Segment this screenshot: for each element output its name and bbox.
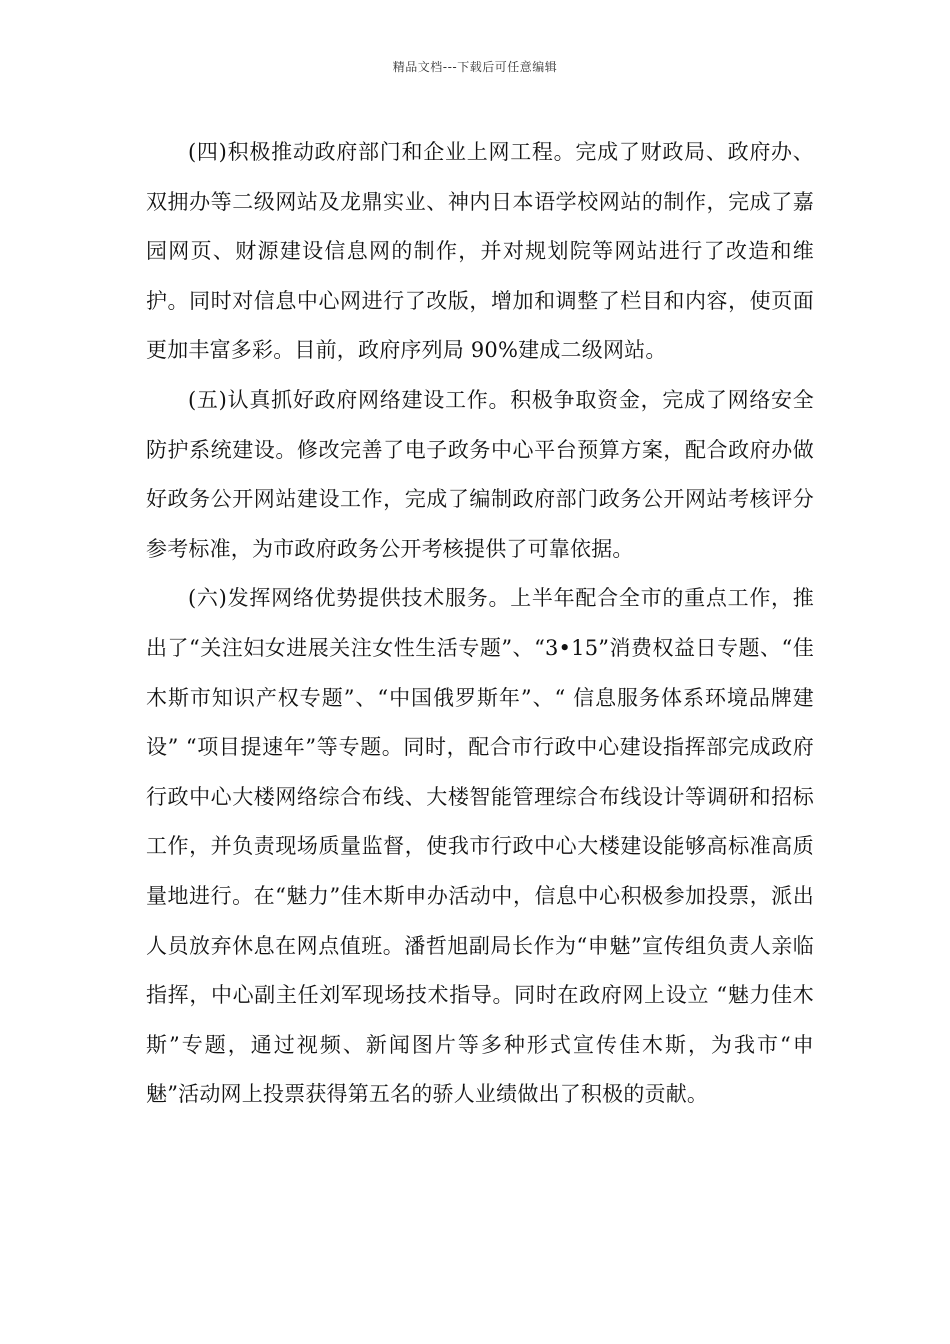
paragraph-section-5: (五)认真抓好政府网络建设工作。积极争取资金，完成了网络安全防护系统建设。修改完善了电子政务中心平台预算方案，配合政府办做好政务公开网站建设工作，完成了编制政府部门政务公开网站考核评分参考标准，为市政府政务公开考核提供了可靠依据。 bbox=[146, 387, 814, 561]
paragraph-section-6: (六)发挥网络优势提供技术服务。上半年配合全市的重点工作，推出了“关注妇女进展关注女性生活专题”、“3•15”消费权益日专题、“佳木斯市知识产权专题”、“中国俄罗斯年”、“ 信息服务体系环境品牌建设” “项目提速年”等专题。同时，配合市行政中心建设指挥部完成政府行政中心大楼网络综合布线、大楼智能管理综合布线设计等调研和招标工作，并负责现场质量监督，使我市行政中心大楼建设能够高标准高质量地进行。在“魅力”佳木斯申办活动中，信息中心积极参加投票，派出人员放弃休息在网点值班。潘哲旭副局长作为“申魅”宣传组负责人亲临指挥，中心副主任刘军现场技术指导。同时在政府网上设立 “魅力佳木斯”专题，通过视频、新闻图片等多种形式宣传佳木斯，为我市“申魅”活动网上投票获得第五名的骄人业绩做出了积极的贡献。 bbox=[146, 586, 814, 1107]
document-body bbox=[146, 128, 814, 1120]
paragraph-section-4: (四)积极推动政府部门和企业上网工程。完成了财政局、政府办、双拥办等二级网站及龙鼎实业、神内日本语学校网站的制作，完成了嘉园网页、财源建设信息网的制作，并对规划院等网站进行了改造和维护。同时对信息中心网进行了改版，增加和调整了栏目和内容，使页面更加丰富多彩。目前，政府序列局 90%建成二级网站。 bbox=[146, 140, 814, 363]
page-header: 精品文档---下载后可任意编辑 bbox=[392, 60, 558, 74]
